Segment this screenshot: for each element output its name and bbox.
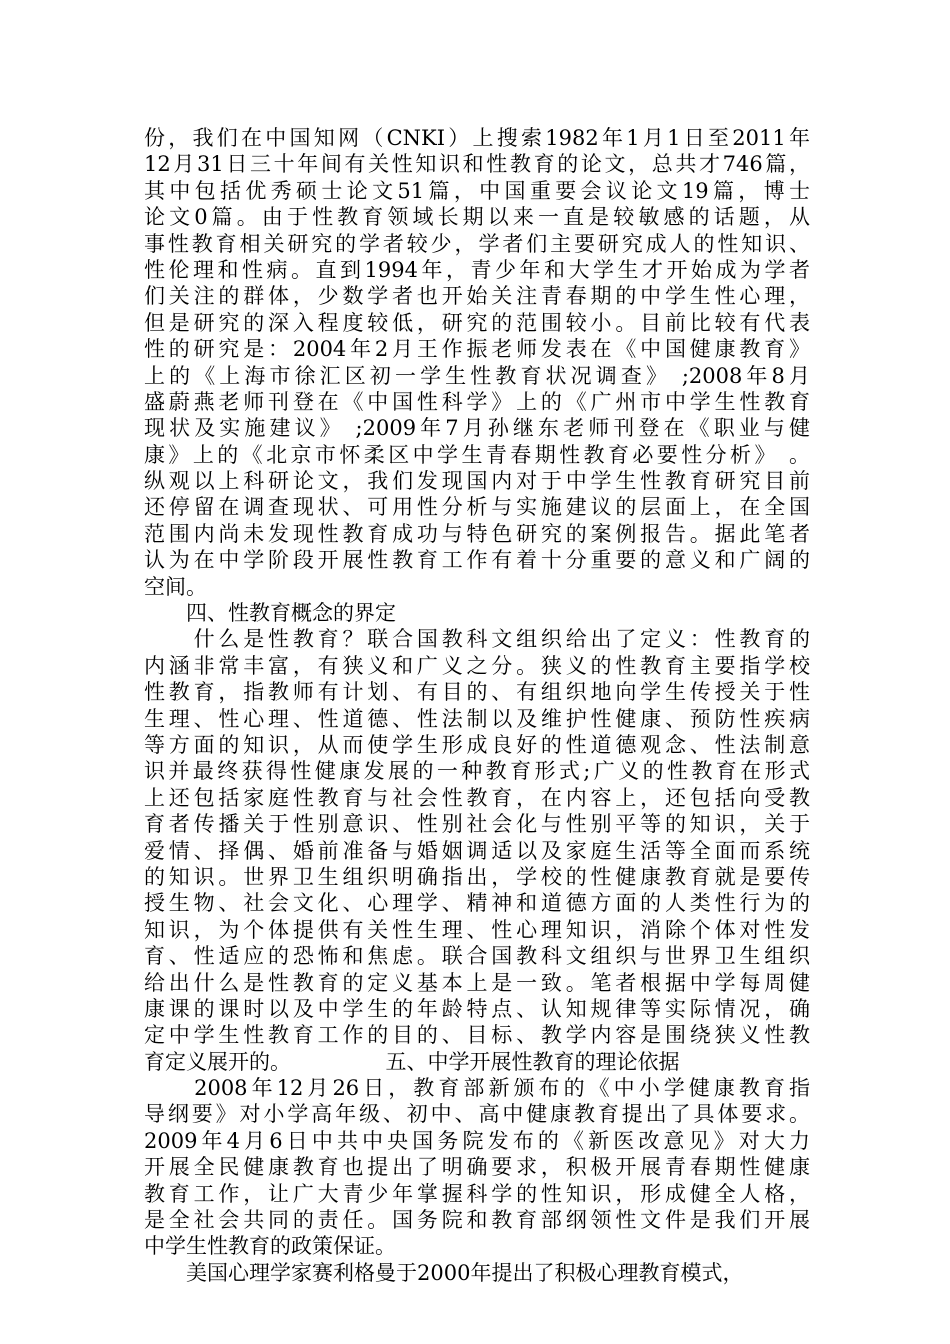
text-line: 还停留在调查现状、可用性分析与实施建议的层面上，在全国 — [144, 495, 810, 520]
text-line: 爱情、择偶、婚前准备与婚姻调适以及家庭生活等全面而系统 — [144, 838, 810, 863]
text-line: 上还包括家庭性教育与社会性教育，在内容上，还包括向受教 — [144, 785, 810, 810]
text-line: 生理、性心理、性道德、性法制以及维护性健康、预防性疾病 — [144, 706, 810, 731]
text-line: 其中包括优秀硕士论文51篇，中国重要会议论文19篇，博士 — [144, 178, 810, 203]
text-line: 纵观以上科研论文，我们发现国内对于中学生性教育研究目前 — [144, 469, 810, 494]
text-line: 盛蔚燕老师刊登在《中国性科学》上的《广州市中学生性教育 — [144, 389, 810, 414]
text-line: 空间。 — [144, 574, 207, 599]
text-line: 授生物、社会文化、心理学、精神和道德方面的人类性行为的 — [144, 891, 810, 916]
text-line: 现状及实施建议》 ;2009年7月孙继东老师刊登在《职业与健 — [144, 416, 810, 441]
paragraph-positive-psychology — [144, 1260, 810, 1286]
text-line: 育、性适应的恐怖和焦虑。联合国教科文组织与世界卫生组织 — [144, 944, 810, 969]
text-line: 康》上的《北京市怀柔区中学生青春期性教育必要性分析》 。 — [144, 442, 810, 467]
text-line: 知识，为个体提供有关性生理、性心理知识，消除个体对性发 — [144, 917, 810, 942]
paragraph-section-4-heading — [144, 600, 810, 626]
text-line: 但是研究的深入程度较低，研究的范围较小。目前比较有代表 — [144, 310, 810, 335]
text-line: 性教育，指教师有计划、有目的、有组织地向学生传授关于性 — [144, 680, 810, 705]
text-line: 是全社会共同的责任。国务院和教育部纲领性文件是我们开展 — [144, 1208, 810, 1233]
text-line: 范围内尚未发现性教育成功与特色研究的案例报告。据此笔者 — [144, 521, 810, 546]
text-line: 事性教育相关研究的学者较少，学者们主要研究成人的性知识、 — [144, 231, 810, 256]
text-line: 美国心理学家赛利格曼于2000年提出了积极心理教育模式， — [144, 1260, 744, 1285]
paragraph-research-status — [144, 125, 810, 600]
text-line: 认为在中学阶段开展性教育工作有着十分重要的意义和广阔的 — [144, 548, 810, 573]
text-line: 性伦理和性病。直到1994年，青少年和大学生才开始成为学者 — [144, 257, 810, 282]
text-line: 开展全民健康教育也提出了明确要求，积极开展青春期性健康 — [144, 1155, 810, 1180]
paragraph-policy — [144, 1075, 810, 1260]
text-line: 中学生性教育的政策保证。 — [144, 1234, 396, 1259]
text-line: 上的《上海市徐汇区初一学生性教育状况调查》 ;2008年8月 — [144, 363, 810, 388]
paragraph-definition — [144, 626, 810, 1075]
text-line: 们关注的群体，少数学者也开始关注青春期的中学生性心理， — [144, 284, 810, 309]
text-line: 论文0篇。由于性教育领域长期以来一直是较敏感的话题，从 — [144, 205, 810, 230]
text-line: 份，我们在中国知网（CNKI）上搜索1982年1月1日至2011年 — [144, 126, 810, 150]
text-line: 2009年4月6日中共中央国务院发布的《新医改意见》对大力 — [144, 1128, 810, 1153]
text-line: 的知识。世界卫生组织明确指出，学校的性健康教育就是要传 — [144, 864, 810, 889]
text-line: 育定义展开的。 五、中学开展性教育的理论依据 — [144, 1049, 680, 1074]
text-line: 康课的课时以及中学生的年龄特点、认知规律等实际情况，确 — [144, 996, 810, 1021]
text-line: 育者传播关于性别意识、性别社会化与性别平等的知识，关于 — [144, 812, 810, 837]
text-line: 什么是性教育？联合国教科文组织给出了定义：性教育的 — [144, 627, 810, 652]
text-line: 教育工作，让广大青少年掌握科学的性知识，形成健全人格， — [144, 1181, 810, 1206]
text-line: 2008年12月26日，教育部新颁布的《中小学健康教育指 — [144, 1076, 810, 1101]
text-line: 给出什么是性教育的定义基本上是一致。笔者根据中学每周健 — [144, 970, 810, 995]
text-line: 等方面的知识，从而使学生形成良好的性道德观念、性法制意 — [144, 732, 810, 757]
text-line: 性的研究是：2004年2月王作振老师发表在《中国健康教育》 — [144, 337, 810, 362]
text-line: 导纲要》对小学高年级、初中、高中健康教育提出了具体要求。 — [144, 1102, 810, 1127]
text-line: 定中学生性教育工作的目的、目标、教学内容是围绕狭义性教 — [144, 1023, 810, 1048]
body-text — [144, 125, 810, 1286]
text-line: 识并最终获得性健康发展的一种教育形式;广义的性教育在形式 — [144, 759, 810, 784]
text-line: 四、性教育概念的界定 — [144, 601, 396, 626]
text-line: 内涵非常丰富，有狭义和广义之分。狭义的性教育主要指学校 — [144, 653, 810, 678]
text-line: 12月31日三十年间有关性知识和性教育的论文，总共才746篇， — [144, 152, 810, 177]
